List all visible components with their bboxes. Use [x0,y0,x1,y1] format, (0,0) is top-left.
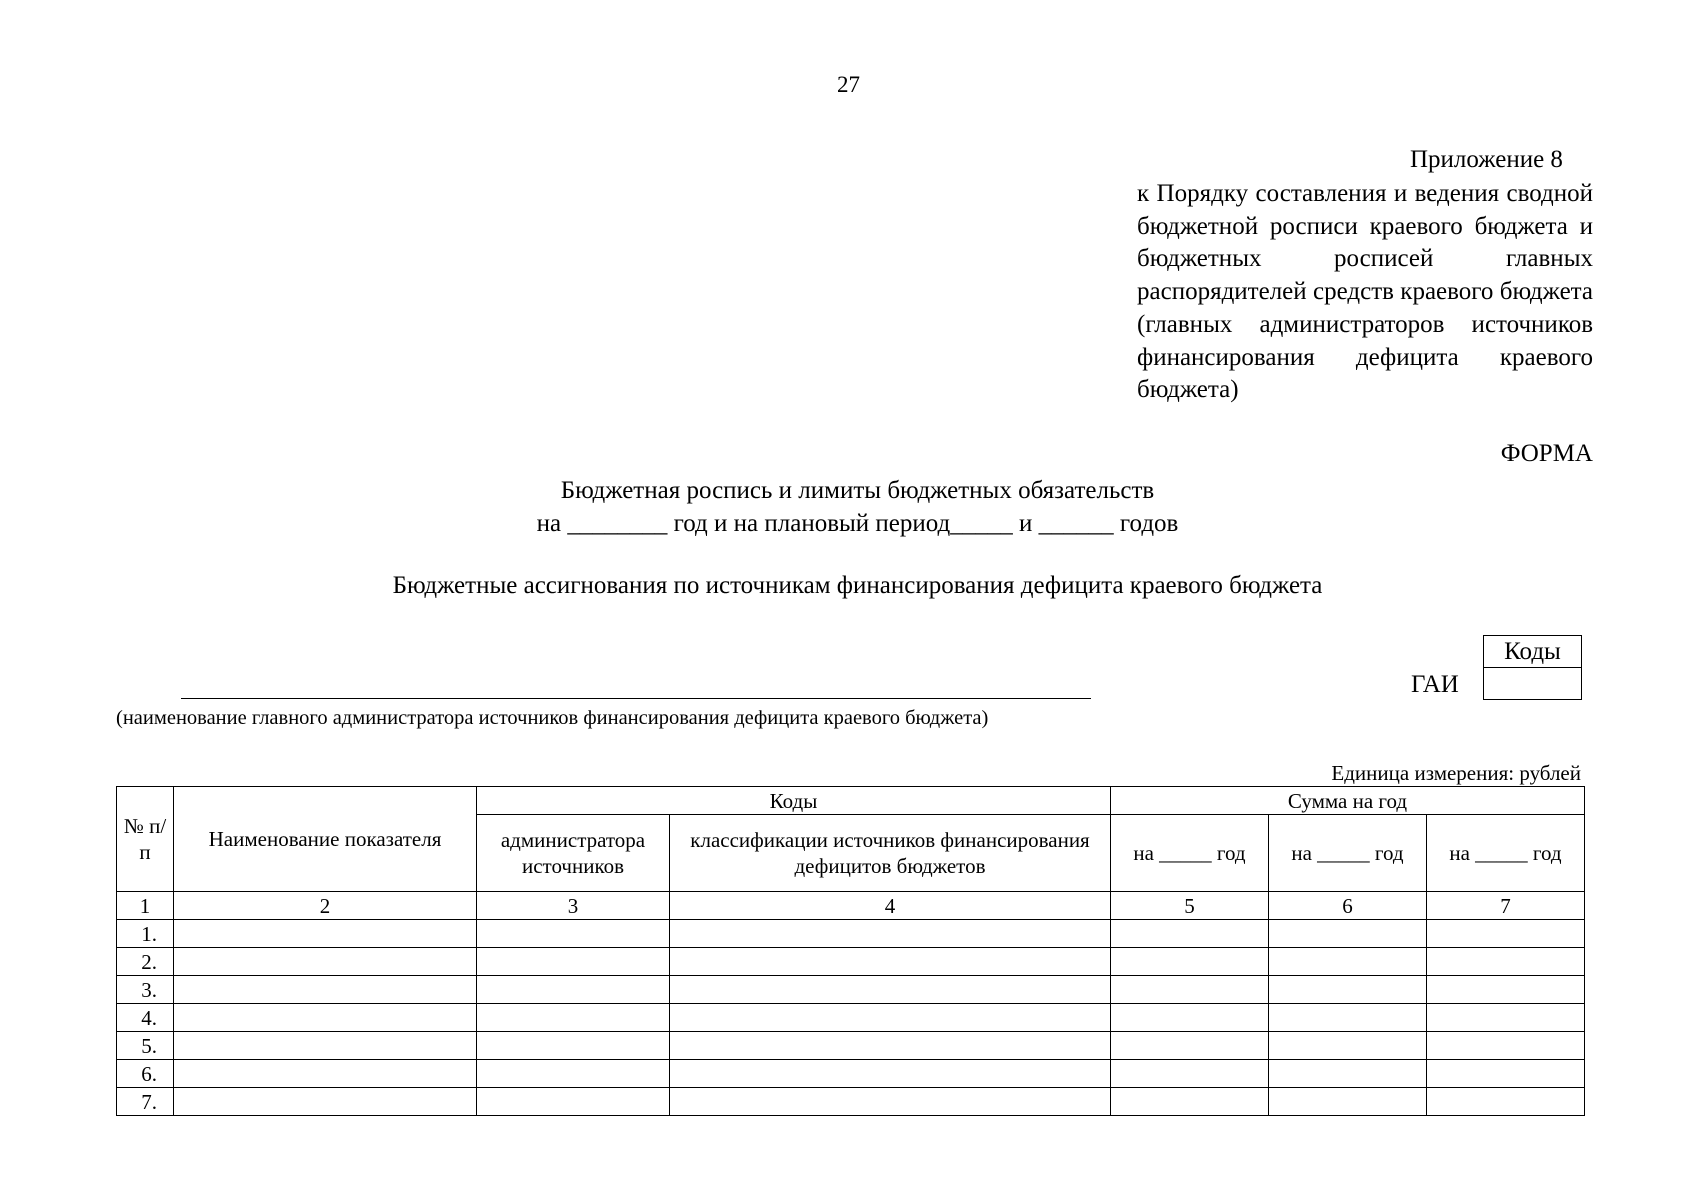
document-title-line2: на ________ год и на плановый период_____ и ______ годов [536,510,1179,537]
header-codes: Коды [477,787,1111,815]
table-cell [1111,976,1269,1004]
document-subtitle: Бюджетные ассигнования по источникам финансирования дефицита краевого бюджета [392,572,1323,599]
table-cell [1427,920,1585,948]
row-number: 2. [117,948,174,976]
table-cell [1269,948,1427,976]
table-cell [477,948,670,976]
table-cell [1269,1060,1427,1088]
appendix-title: Приложение 8 [1410,146,1563,173]
document-title-line1: Бюджетная роспись и лимиты бюджетных обязательств [560,477,1155,504]
column-number: 1 [117,892,174,920]
table-cell [1111,920,1269,948]
table-cell [174,948,477,976]
table-row [117,1060,1585,1088]
table-row [117,948,1585,976]
table-cell [477,976,670,1004]
column-number: 3 [477,892,670,920]
table-cell [670,976,1111,1004]
table-cell [670,920,1111,948]
table-cell [174,1004,477,1032]
row-number: 4. [117,1004,174,1032]
table-cell [477,1060,670,1088]
row-number: 5. [117,1032,174,1060]
table-row [117,1004,1585,1032]
header-year-2: на _____ год [1269,815,1427,892]
header-codes-class: классификации источников финансирования дефицитов бюджетов [670,815,1111,892]
column-number: 4 [670,892,1111,920]
form-label: ФОРМА [1500,440,1593,467]
table-cell [1427,976,1585,1004]
table-row [117,1032,1585,1060]
table-row [117,976,1585,1004]
admin-name-caption: (наименование главного администратора источников финансирования дефицита краевого бюджета) [116,707,989,729]
table-cell [174,1088,477,1116]
table-cell [477,1004,670,1032]
budget-table [116,786,1585,1116]
appendix-text: к Порядку составления и ведения сводной бюджетной росписи краевого бюджета и бюджетных росписей главных распорядителей средств краевого бюджета (главных администраторов источников финансирования дефицита краевого бюджета) [1137,180,1593,404]
table-cell [1111,1004,1269,1032]
table-cell [670,1032,1111,1060]
codes-box-header: Коды [1484,636,1582,668]
table-cell [670,1060,1111,1088]
table-cell [1111,1032,1269,1060]
table-body [117,892,1585,1116]
header-year-1: на _____ год [1111,815,1269,892]
table-cell [1269,1088,1427,1116]
row-number: 6. [117,1060,174,1088]
table-cell [477,1088,670,1116]
table-cell [1427,948,1585,976]
gai-label: ГАИ [1411,671,1459,698]
table-cell [1269,1004,1427,1032]
header-year-3: на _____ год [1427,815,1585,892]
table-cell [1269,1032,1427,1060]
table-cell [477,920,670,948]
row-number: 7. [117,1088,174,1116]
table-row [117,920,1585,948]
header-indicator: Наименование показателя [174,787,477,892]
table-cell [670,1088,1111,1116]
table-cell [1111,1088,1269,1116]
table-cell [174,976,477,1004]
document-title [0,474,1697,540]
column-number: 2 [174,892,477,920]
table-cell [174,1060,477,1088]
table-row [117,1088,1585,1116]
table-cell [1427,1032,1585,1060]
table-cell [174,920,477,948]
table-cell [174,1032,477,1060]
header-sum: Сумма на год [1111,787,1585,815]
unit-label: Единица измерения: рублей [1331,761,1581,785]
admin-name-line [181,698,1091,699]
table-cell [670,1004,1111,1032]
table-cell [670,948,1111,976]
table-cell [477,1032,670,1060]
header-codes-admin: администратора источников [477,815,670,892]
column-number: 6 [1269,892,1427,920]
header-num: № п/п [117,787,174,892]
column-number: 7 [1427,892,1585,920]
column-number: 5 [1111,892,1269,920]
row-number: 3. [117,976,174,1004]
table-cell [1427,1004,1585,1032]
table-cell [1269,976,1427,1004]
table-cell [1111,1060,1269,1088]
table-cell [1427,1060,1585,1088]
codes-box [1483,635,1582,700]
gai-code-cell [1484,668,1582,700]
column-number-row [117,892,1585,920]
page-number: 27 [837,72,860,97]
table-cell [1269,920,1427,948]
table-cell [1427,1088,1585,1116]
row-number: 1. [117,920,174,948]
table-cell [1111,948,1269,976]
